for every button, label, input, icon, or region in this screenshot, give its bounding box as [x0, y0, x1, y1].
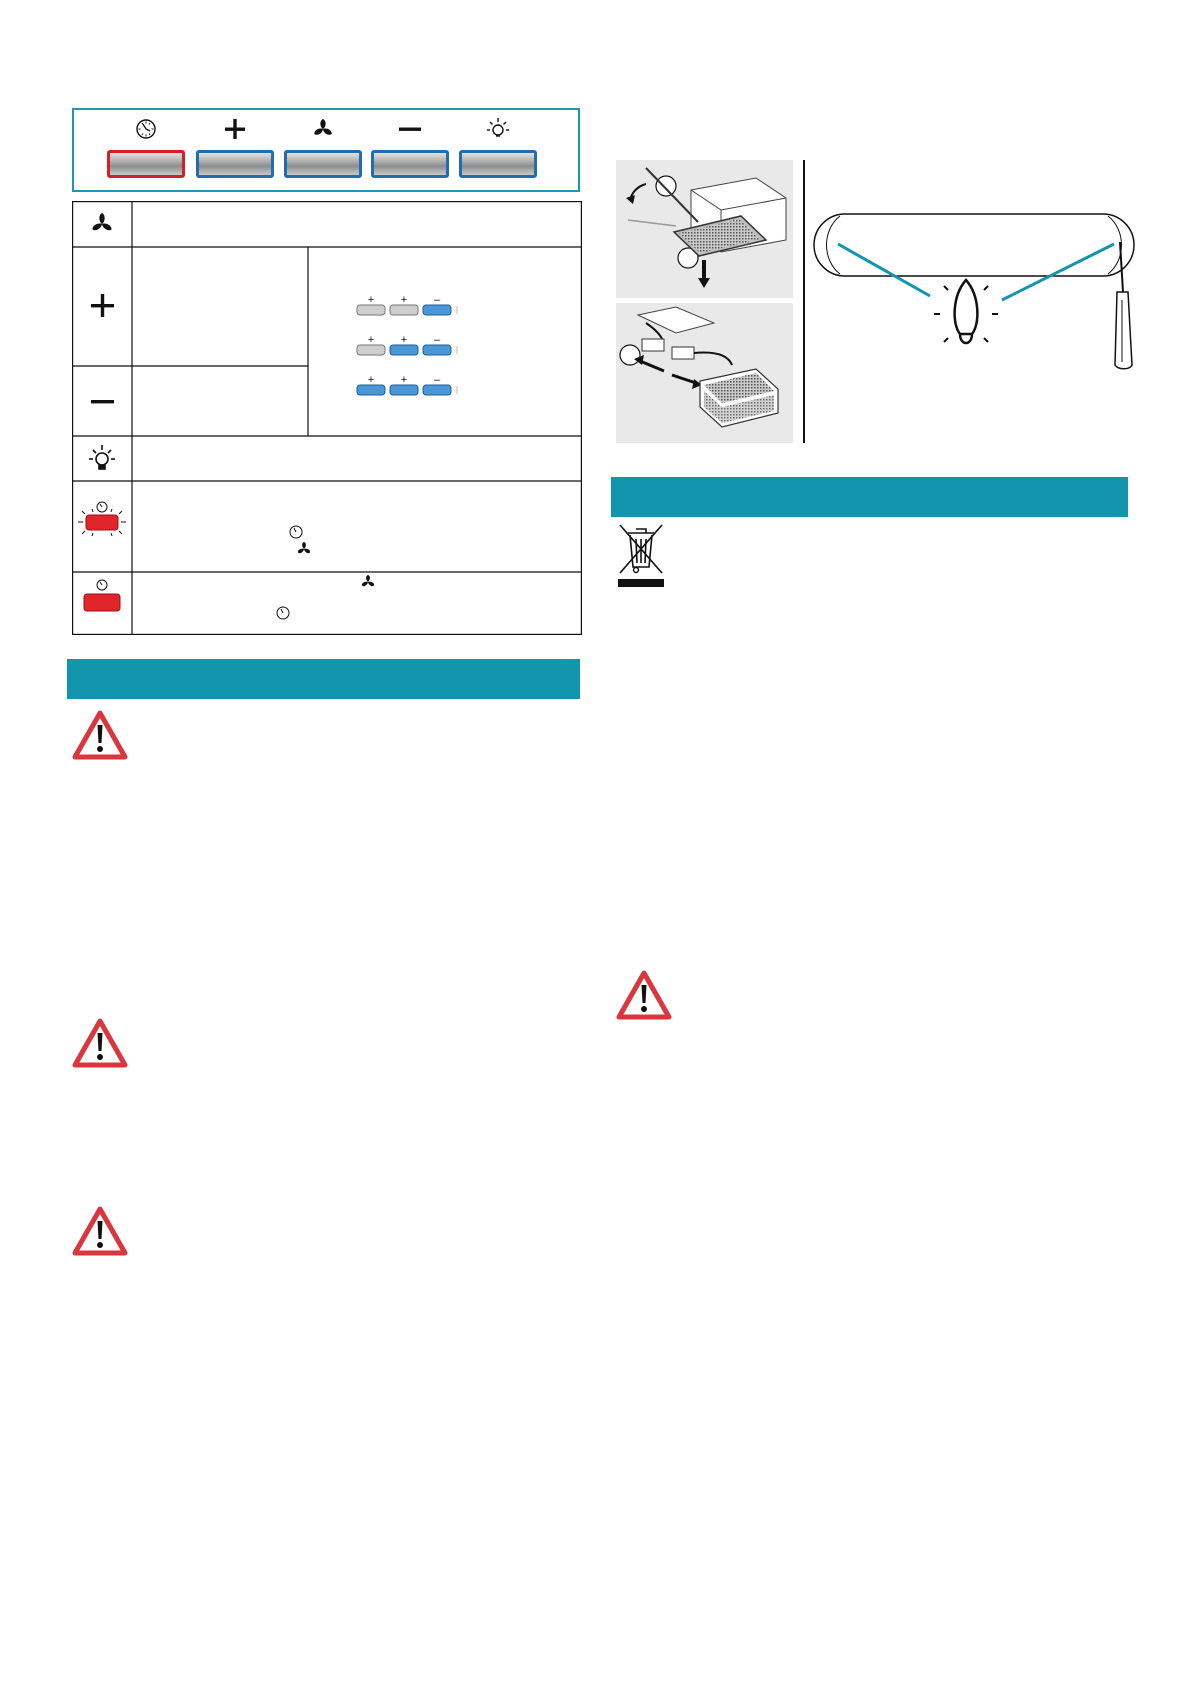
- timer-button[interactable]: [107, 150, 185, 178]
- speed-led-label: –: [433, 374, 441, 386]
- speed-up-button[interactable]: [196, 150, 274, 178]
- speed-led: [357, 345, 385, 355]
- light-button[interactable]: [459, 150, 537, 178]
- filter-connector-figure: [616, 303, 793, 443]
- lamp-tube-figure: [812, 200, 1142, 370]
- plus-icon: [91, 294, 114, 317]
- filter-removal-figure: [616, 160, 793, 298]
- minus-icon: [371, 116, 449, 142]
- figure-divider: [803, 160, 805, 443]
- section-bar-left: [67, 659, 580, 699]
- callout-circle: [656, 176, 676, 196]
- function-table: [72, 201, 582, 635]
- warning-triangle-icon: [616, 970, 672, 1020]
- speed-led-label: –: [433, 334, 441, 346]
- speed-led: [390, 345, 418, 355]
- clock-icon: [277, 607, 289, 619]
- speed-indicator: [357, 294, 457, 395]
- blinking-red-button-icon: [78, 502, 126, 536]
- speed-led: [357, 385, 385, 395]
- section-bar-right: [611, 477, 1128, 517]
- speed-led: [357, 305, 385, 315]
- warning-triangle-icon: [72, 1018, 128, 1068]
- speed-led-label: +: [367, 334, 375, 346]
- speed-led-label: +: [367, 294, 375, 306]
- warning-triangle-icon: [72, 1206, 128, 1256]
- fan-icon: [91, 213, 113, 232]
- light-icon: [459, 116, 537, 142]
- speed-led-label: +: [400, 374, 408, 386]
- speed-led: [423, 305, 451, 315]
- clock-icon: [107, 116, 185, 142]
- callout-circle: [620, 345, 640, 365]
- weee-crossed-bin-icon: [616, 523, 666, 589]
- fan-icon: [297, 542, 311, 554]
- plus-icon: [196, 116, 274, 142]
- speed-led-label: +: [367, 374, 375, 386]
- light-icon: [89, 445, 115, 469]
- speed-led: [390, 385, 418, 395]
- warning-triangle-icon: [72, 710, 128, 760]
- fan-icon: [284, 116, 362, 142]
- bulb-icon: [934, 280, 998, 343]
- speed-led-label: –: [433, 294, 441, 306]
- speed-led: [390, 305, 418, 315]
- speed-led: [423, 385, 451, 395]
- speed-down-button[interactable]: [371, 150, 449, 178]
- speed-led: [423, 345, 451, 355]
- speed-led-label: +: [400, 294, 408, 306]
- minus-icon: [91, 400, 114, 403]
- fan-button[interactable]: [284, 150, 362, 178]
- speed-led-label: +: [400, 334, 408, 346]
- clock-icon: [290, 526, 302, 538]
- fan-icon: [361, 575, 375, 587]
- red-button-icon: [84, 580, 120, 611]
- control-panel: [72, 108, 580, 192]
